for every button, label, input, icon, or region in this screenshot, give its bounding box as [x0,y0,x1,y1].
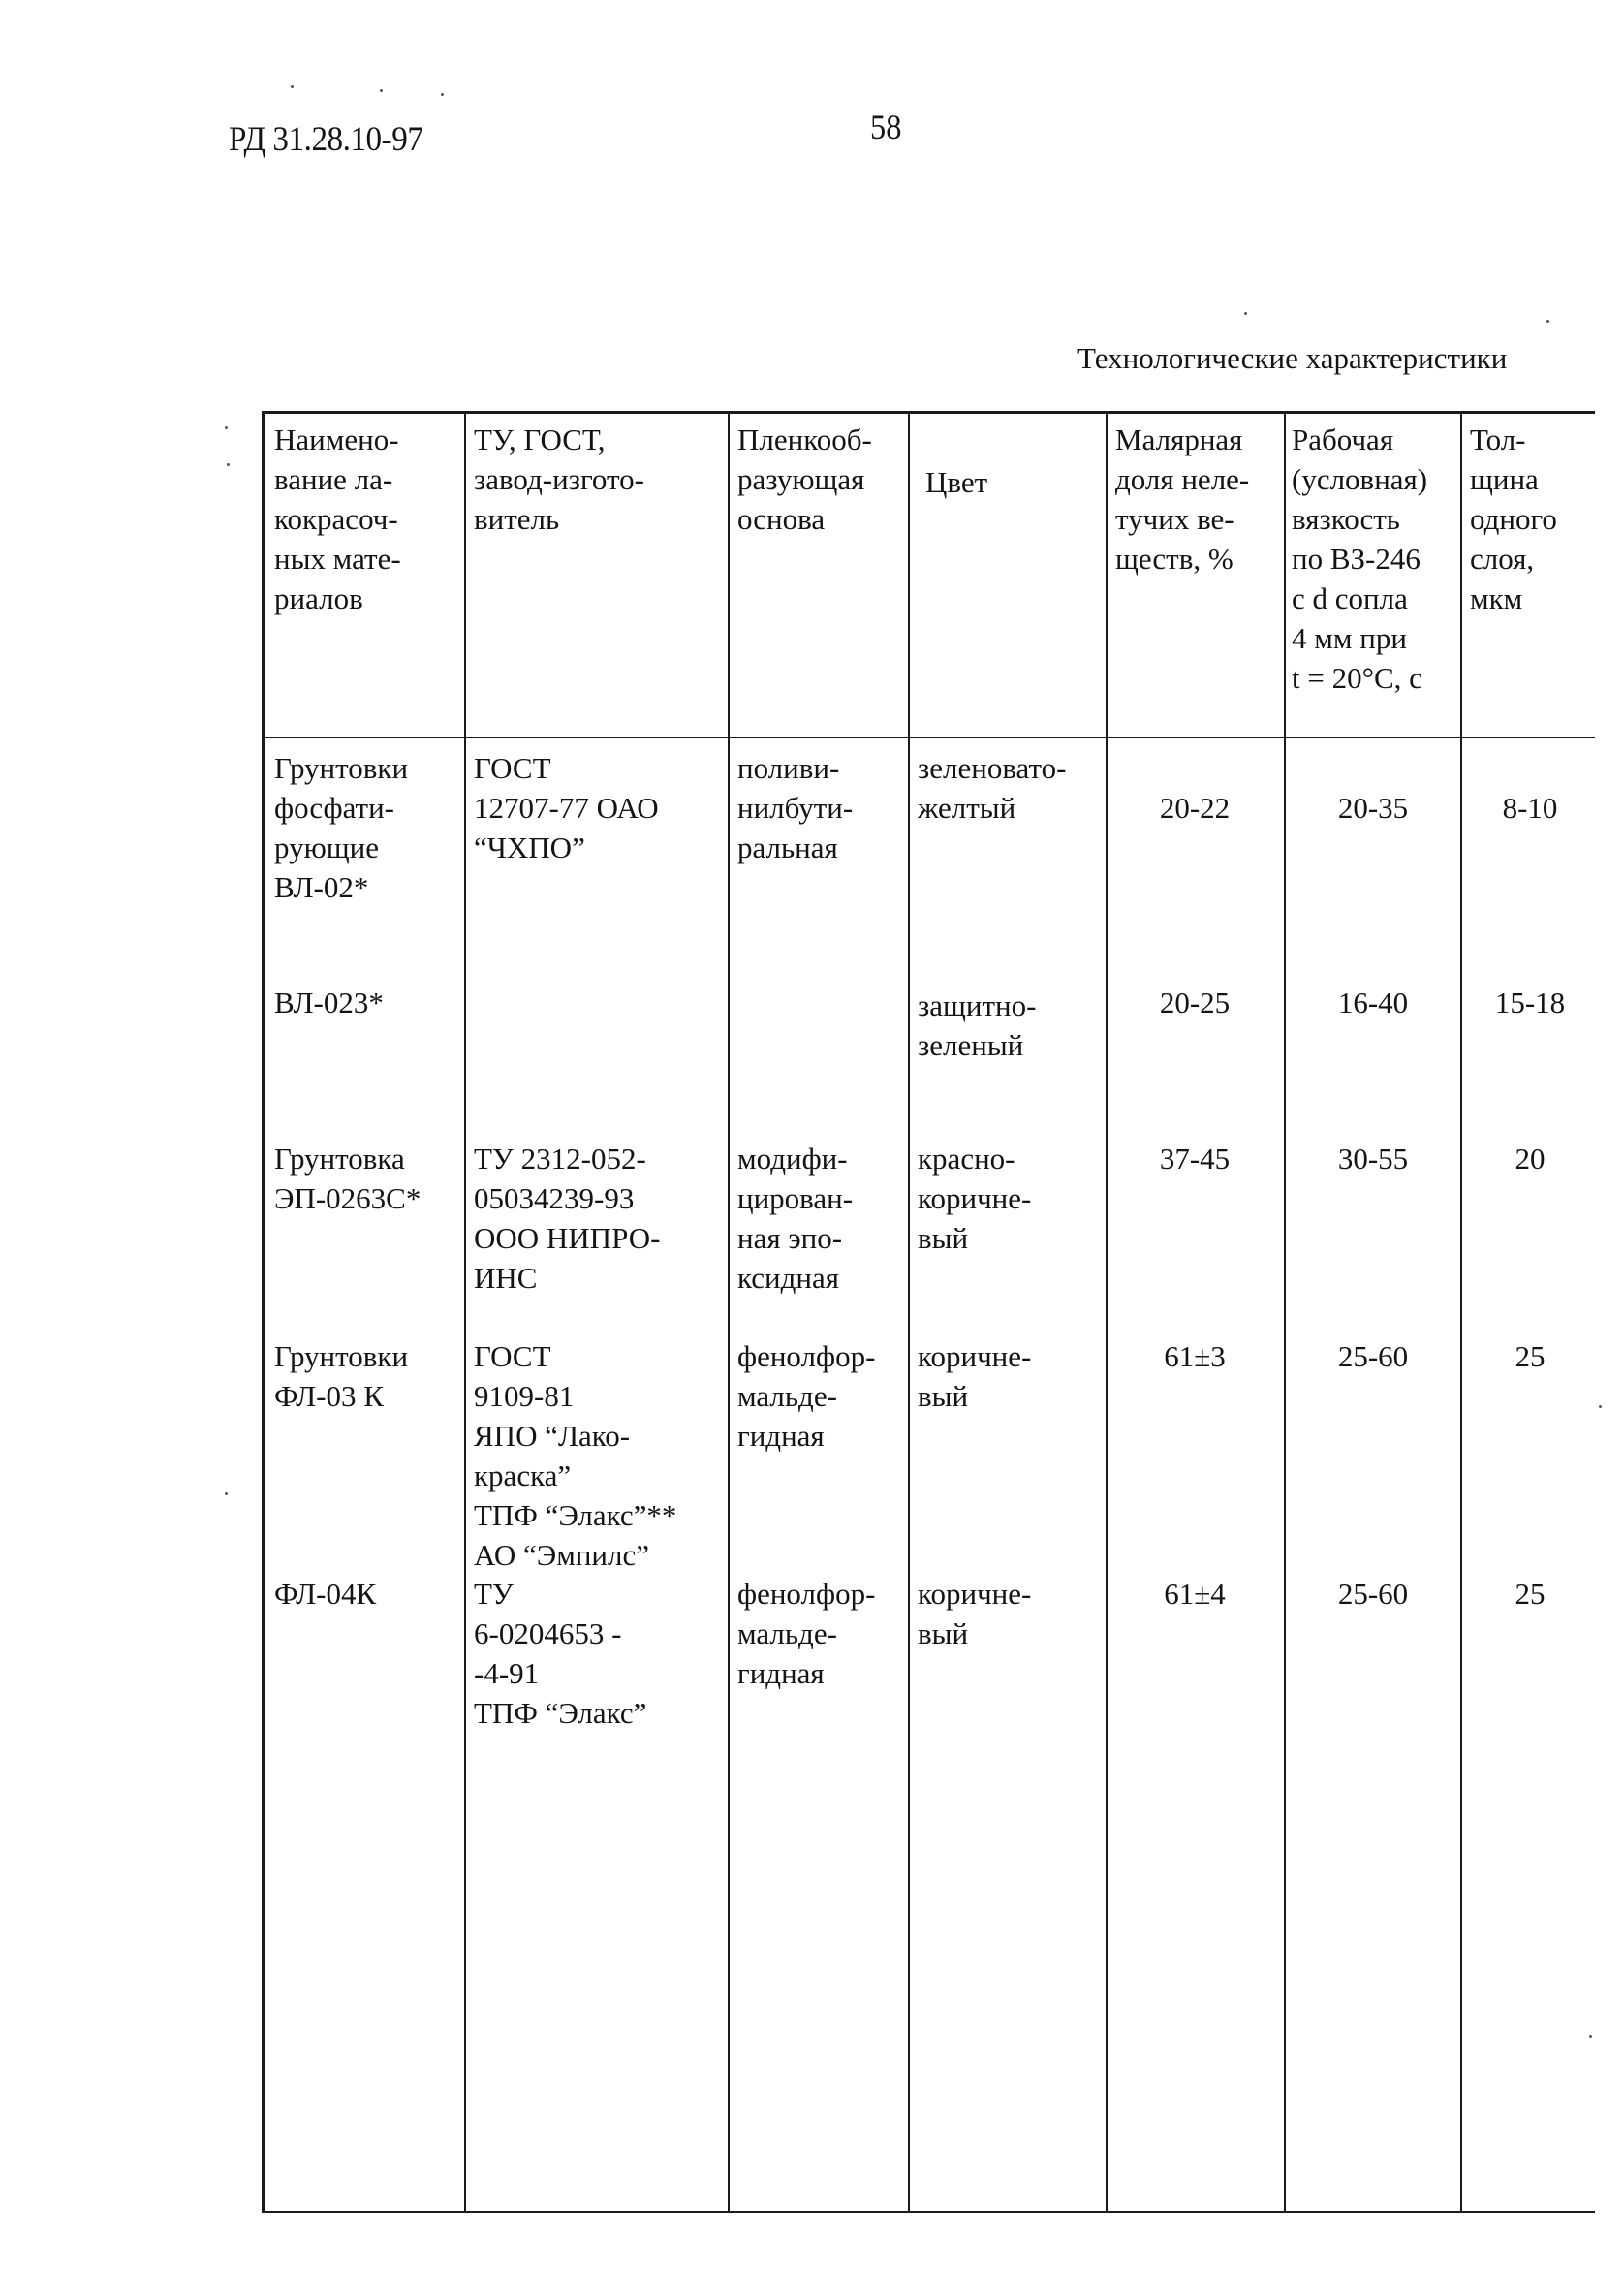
scan-speck [225,426,228,429]
table-cell-name: Грунтовки ФЛ-03 К [274,1339,409,1413]
scan-speck [1244,312,1247,315]
scan-speck [1589,2035,1592,2038]
scan-speck [441,93,444,96]
table-cell-thickness: 20 [1515,1142,1546,1176]
table-cell-thickness: 15-18 [1494,986,1566,1019]
table-cell-color: зеленовато- желтый [918,751,1067,825]
column-header-standard: ТУ, ГОСТ, завод-изгото- витель [474,423,644,536]
table-cell-color: защитно- зеленый [918,988,1037,1062]
header-divider [265,737,1595,738]
table-cell-color: коричне- вый [918,1577,1032,1650]
table-cell-standard: ГОСТ 9109-81 ЯПО “Лако- краска” ТПФ “Элакс”** АО “Эмпилс” [474,1339,677,1572]
table-cell-name: Грунтовка ЭП-0263С* [274,1142,422,1215]
table-cell-thickness: 25 [1515,1339,1546,1373]
column-header-nonvolatile: Малярная доля неле- тучих ве- ществ, % [1115,423,1250,576]
table-cell-thickness: 25 [1515,1577,1546,1611]
table-cell-nonvolatile: 20-22 [1159,791,1231,825]
table-cell-standard: ГОСТ 12707-77 ОАО “ЧХПО” [474,751,659,864]
column-divider [908,414,910,2211]
table-cell-name: Грунтовки фосфати- рующие ВЛ-02* [274,751,409,904]
table-cell-nonvolatile: 20-25 [1159,986,1231,1019]
table-cell-color: коричне- вый [918,1339,1032,1413]
column-divider [1284,414,1286,2211]
scan-speck [291,85,294,88]
table-cell-base: фенолфор- мальде- гидная [737,1577,876,1690]
column-divider [1460,414,1462,2211]
table-cell-nonvolatile: 61±4 [1164,1577,1226,1611]
table-cell-viscosity: 30-55 [1337,1142,1409,1176]
table-cell-viscosity: 20-35 [1337,791,1409,825]
characteristics-table [262,411,1595,2213]
table-cell-nonvolatile: 37-45 [1159,1142,1231,1176]
column-header-thickness: Тол- щина одного слоя, мкм [1470,423,1557,615]
column-divider [464,414,466,2211]
table-cell-name: ВЛ-023* [274,986,384,1019]
column-divider [728,414,730,2211]
scan-speck [1599,1405,1602,1408]
document-code: РД 31.28.10-97 [229,119,423,158]
column-divider [1106,414,1108,2211]
table-cell-color: красно- коричне- вый [918,1142,1032,1255]
scan-speck [225,1492,228,1495]
column-header-name: Наимено- вание ла- кокрасоч- ных мате- риалов [274,423,401,615]
table-cell-name: ФЛ-04К [274,1577,377,1611]
scan-speck [380,89,383,92]
table-cell-viscosity: 25-60 [1337,1577,1409,1611]
table-cell-standard: ТУ 2312-052- 05034239-93 ООО НИПРО- ИНС [474,1142,661,1295]
column-header-base: Пленкооб- разующая основа [737,423,872,536]
scan-speck [227,463,230,466]
column-header-viscosity: Рабочая (условная) вязкость по ВЗ-246 с d сопла 4 мм при t = 20°C, с [1292,423,1428,695]
table-cell-thickness: 8-10 [1502,791,1558,825]
column-header-color: Цвет [925,465,988,499]
table-cell-base: модифи- цирован- ная эпо- ксидная [737,1142,854,1295]
table-cell-base: поливи- нилбути- ральная [737,751,854,864]
table-cell-standard: ТУ 6-0204653 - -4-91 ТПФ “Элакс” [474,1577,647,1730]
table-cell-base: фенолфор- мальде- гидная [737,1339,876,1453]
scan-speck [1546,320,1549,323]
table-caption: Технологические характеристики [1077,341,1508,375]
page-number: 58 [870,108,902,146]
table-cell-viscosity: 25-60 [1337,1339,1409,1373]
table-cell-viscosity: 16-40 [1337,986,1409,1019]
table-cell-nonvolatile: 61±3 [1164,1339,1226,1373]
